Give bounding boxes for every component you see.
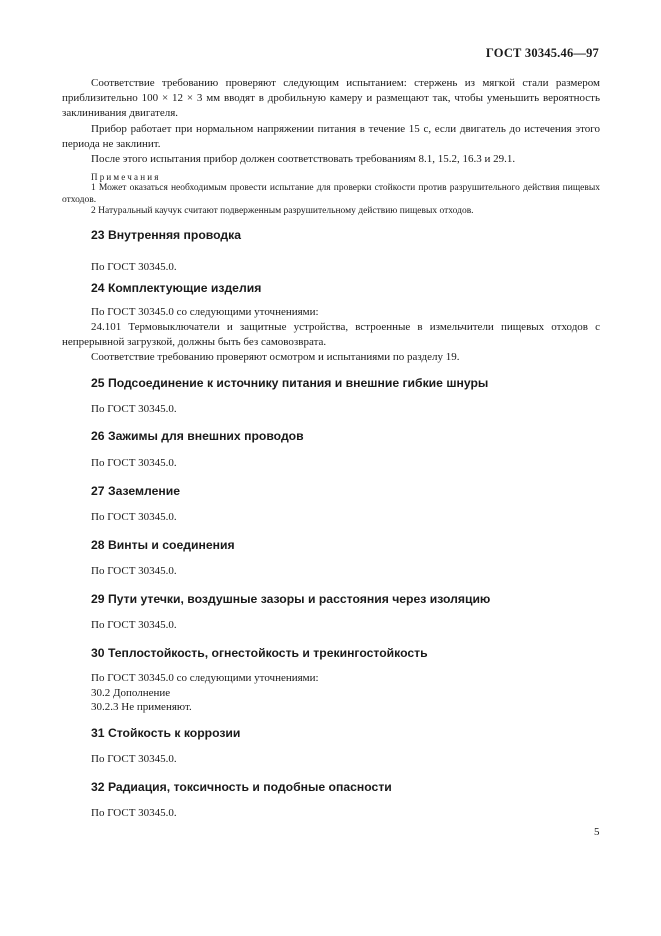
section-text — [62, 305, 600, 320]
section-27-body — [62, 510, 600, 525]
section-text: По ГОСТ 30345.0. — [91, 565, 177, 577]
section-title: 29 Пути утечки, воздушные зазоры и расстояния через изоляцию — [91, 592, 491, 606]
document-code-header: ГОСТ 30345.46—97 — [485, 46, 599, 60]
section-32-body — [62, 806, 600, 821]
section-31-body — [62, 752, 600, 767]
intro-block — [62, 76, 600, 218]
section-text: По ГОСТ 30345.0. — [91, 261, 177, 273]
section-26-body — [62, 456, 600, 471]
section-25 — [62, 376, 600, 390]
section-title: 28 Винты и соединения — [91, 538, 235, 552]
note-1: 1 Может оказаться необходимым провести испытание для проверки стойкости против разрушительного действия пищевых отходов. — [62, 183, 600, 205]
section-29 — [62, 592, 600, 606]
note-2: 2 Натуральный каучук считают подверженным разрушительному действию пищевых отходов. — [91, 206, 474, 217]
section-31 — [62, 726, 600, 740]
section-29-body — [62, 618, 600, 633]
section-text: По ГОСТ 30345.0. — [91, 753, 177, 765]
section-text: По ГОСТ 30345.0. — [91, 403, 177, 415]
section-title: 23 Внутренняя проводка — [91, 228, 242, 242]
section-text: По ГОСТ 30345.0. — [91, 807, 177, 819]
section-27 — [62, 484, 600, 498]
intro-paragraph-3: После этого испытания прибор должен соответствовать требованиям 8.1, 15.2, 16.3 и 29.1. — [91, 153, 516, 166]
section-32 — [62, 780, 600, 794]
section-25-body — [62, 402, 600, 417]
section-24 — [62, 281, 600, 295]
section-28 — [62, 538, 600, 552]
section-30-body — [62, 671, 600, 715]
intro-paragraph-2: Прибор работает при нормальном напряжении питания в течение 15 с, если двигатель до истечения этого периода не заклинит. — [62, 122, 600, 150]
section-title: 32 Радиация, токсичность и подобные опасности — [91, 780, 392, 794]
section-line: По ГОСТ 30345.0 со следующими уточнениями: — [91, 306, 319, 318]
page-number: 5 — [594, 826, 600, 838]
section-text: По ГОСТ 30345.0. — [91, 511, 177, 523]
section-line: По ГОСТ 30345.0 со следующими уточнениями: — [91, 672, 319, 684]
section-23 — [62, 228, 600, 242]
section-title: 31 Стойкость к коррозии — [91, 726, 241, 740]
section-text: По ГОСТ 30345.0. — [91, 619, 177, 631]
section-23-body — [62, 260, 600, 275]
section-line: 30.2 Дополнение — [91, 686, 171, 699]
section-title: 27 Заземление — [91, 484, 181, 498]
section-paragraph: 24.101 Термовыключатели и защитные устройства, встроенные в измельчители пищевых отходов с непрерывной загрузкой, должны быть без самовозврата. — [62, 321, 600, 349]
section-title: 26 Зажимы для внешних проводов — [91, 429, 304, 443]
section-title: 30 Теплостойкость, огнестойкость и трекингостойкость — [91, 646, 428, 660]
section-text: По ГОСТ 30345.0. — [91, 457, 177, 469]
section-24-body — [62, 305, 600, 320]
notes-title: Примечания — [91, 172, 161, 183]
section-title: 25 Подсоединение к источнику питания и внешние гибкие шнуры — [91, 376, 489, 390]
section-28-body — [62, 564, 600, 579]
section-paragraph: Соответствие требованию проверяют осмотром и испытаниями по разделу 19. — [91, 351, 460, 364]
section-30 — [62, 646, 600, 660]
section-text — [62, 671, 600, 715]
section-title: 24 Комплектующие изделия — [91, 281, 262, 295]
section-26 — [62, 429, 600, 443]
section-24-item — [62, 320, 600, 366]
intro-paragraph-1: Соответствие требованию проверяют следующим испытанием: стержень из мягкой стали размером приблизительно 100 × 12 × 3 мм вводят в дробильную камеру и размещают так, чтобы уменьшить вероятность заклинивания двигателя. — [62, 77, 600, 120]
section-line: 30.2.3 Не применяют. — [91, 701, 192, 713]
